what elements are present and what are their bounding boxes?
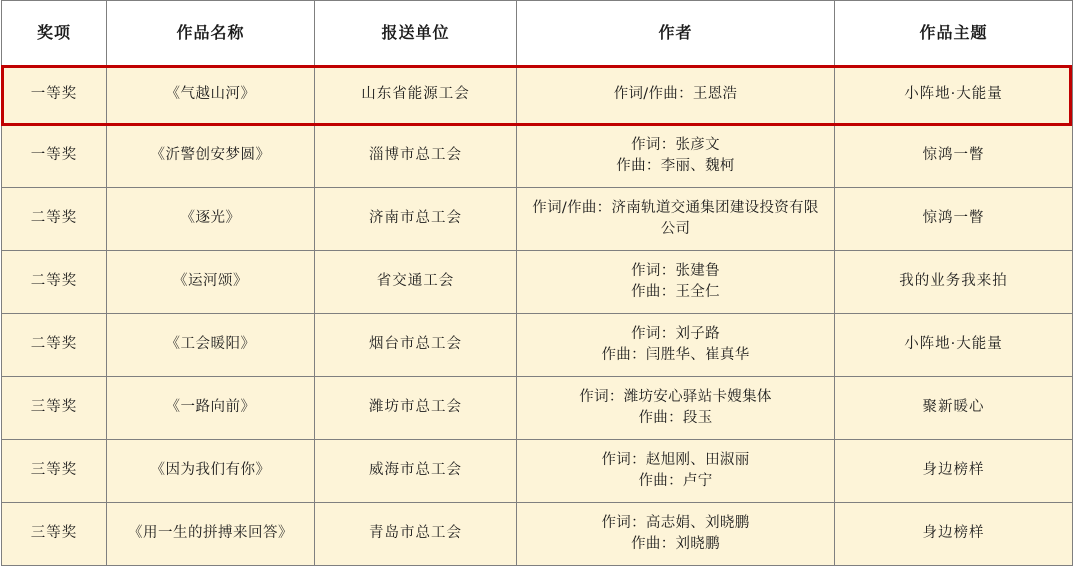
table-header-row — [2, 1, 1073, 66]
column-header-award: 奖项 — [2, 1, 107, 66]
author-line: 作词/作曲：王恩浩 — [613, 86, 738, 103]
author-line: 作词：赵旭刚、田淑丽 — [601, 451, 750, 468]
author-lines — [523, 387, 828, 429]
author-lines — [523, 513, 828, 555]
cell-author — [517, 503, 835, 566]
cell-title: 《逐光》 — [107, 188, 315, 251]
cell-theme: 聚新暖心 — [835, 377, 1073, 440]
column-header-theme: 作品主题 — [835, 1, 1073, 66]
table-row — [2, 503, 1073, 566]
cell-title: 《一路向前》 — [107, 377, 315, 440]
cell-unit: 济南市总工会 — [315, 188, 517, 251]
column-header-unit: 报送单位 — [315, 1, 517, 66]
table-row — [2, 314, 1073, 377]
cell-title: 《因为我们有你》 — [107, 440, 315, 503]
cell-unit: 威海市总工会 — [315, 440, 517, 503]
table-header — [2, 1, 1073, 66]
author-line: 作词：潍坊安心驿站卡嫂集体 — [579, 388, 772, 405]
cell-award: 三等奖 — [2, 377, 107, 440]
author-line: 作曲：李丽、魏柯 — [616, 158, 735, 174]
cell-author — [517, 251, 835, 314]
table-row — [2, 440, 1073, 503]
cell-award: 二等奖 — [2, 188, 107, 251]
table-row — [2, 251, 1073, 314]
cell-author — [517, 125, 835, 188]
cell-title: 《运河颂》 — [107, 251, 315, 314]
cell-theme: 惊鸿一瞥 — [835, 188, 1073, 251]
author-line: 作曲：段玉 — [638, 410, 713, 426]
table-body — [2, 66, 1073, 566]
author-lines — [523, 261, 828, 303]
cell-theme: 小阵地·大能量 — [835, 66, 1073, 125]
cell-unit: 青岛市总工会 — [315, 503, 517, 566]
cell-unit: 山东省能源工会 — [315, 66, 517, 125]
award-table — [1, 0, 1073, 566]
cell-award: 二等奖 — [2, 251, 107, 314]
author-line: 作词：刘子路 — [631, 325, 720, 342]
cell-title: 《沂警创安梦圆》 — [107, 125, 315, 188]
cell-unit: 淄博市总工会 — [315, 125, 517, 188]
cell-title: 《用一生的拼搏来回答》 — [107, 503, 315, 566]
cell-theme: 我的业务我来拍 — [835, 251, 1073, 314]
author-line: 作曲：刘晓鹏 — [631, 536, 720, 552]
cell-title: 《气越山河》 — [107, 66, 315, 125]
cell-unit: 烟台市总工会 — [315, 314, 517, 377]
author-lines — [523, 135, 828, 177]
cell-award: 一等奖 — [2, 66, 107, 125]
author-line: 作词：张建鲁 — [631, 262, 720, 279]
author-line: 公司 — [660, 221, 691, 237]
cell-award: 三等奖 — [2, 440, 107, 503]
author-line: 作曲：王全仁 — [631, 284, 720, 300]
cell-unit: 省交通工会 — [315, 251, 517, 314]
author-line: 作曲：卢宁 — [638, 473, 713, 489]
author-line: 作词：张彦文 — [631, 136, 720, 153]
cell-author — [517, 377, 835, 440]
author-line: 作曲：闫胜华、崔真华 — [601, 347, 750, 363]
cell-award: 一等奖 — [2, 125, 107, 188]
cell-theme: 惊鸿一瞥 — [835, 125, 1073, 188]
cell-author — [517, 188, 835, 251]
author-lines — [523, 84, 828, 105]
author-lines — [523, 324, 828, 366]
author-lines — [523, 198, 828, 240]
column-header-author: 作者 — [517, 1, 835, 66]
cell-author — [517, 66, 835, 125]
cell-author — [517, 440, 835, 503]
table-row — [2, 377, 1073, 440]
author-lines — [523, 450, 828, 492]
author-line: 作词/作曲：济南轨道交通集团建设投资有限 — [532, 199, 819, 216]
cell-theme: 小阵地·大能量 — [835, 314, 1073, 377]
table-row — [2, 188, 1073, 251]
cell-theme: 身边榜样 — [835, 503, 1073, 566]
cell-unit: 潍坊市总工会 — [315, 377, 517, 440]
column-header-title: 作品名称 — [107, 1, 315, 66]
cell-award: 三等奖 — [2, 503, 107, 566]
table-row — [2, 66, 1073, 125]
cell-title: 《工会暖阳》 — [107, 314, 315, 377]
table-row — [2, 125, 1073, 188]
author-line: 作词：高志娟、刘晓鹏 — [601, 514, 750, 531]
cell-author — [517, 314, 835, 377]
cell-award: 二等奖 — [2, 314, 107, 377]
cell-theme: 身边榜样 — [835, 440, 1073, 503]
